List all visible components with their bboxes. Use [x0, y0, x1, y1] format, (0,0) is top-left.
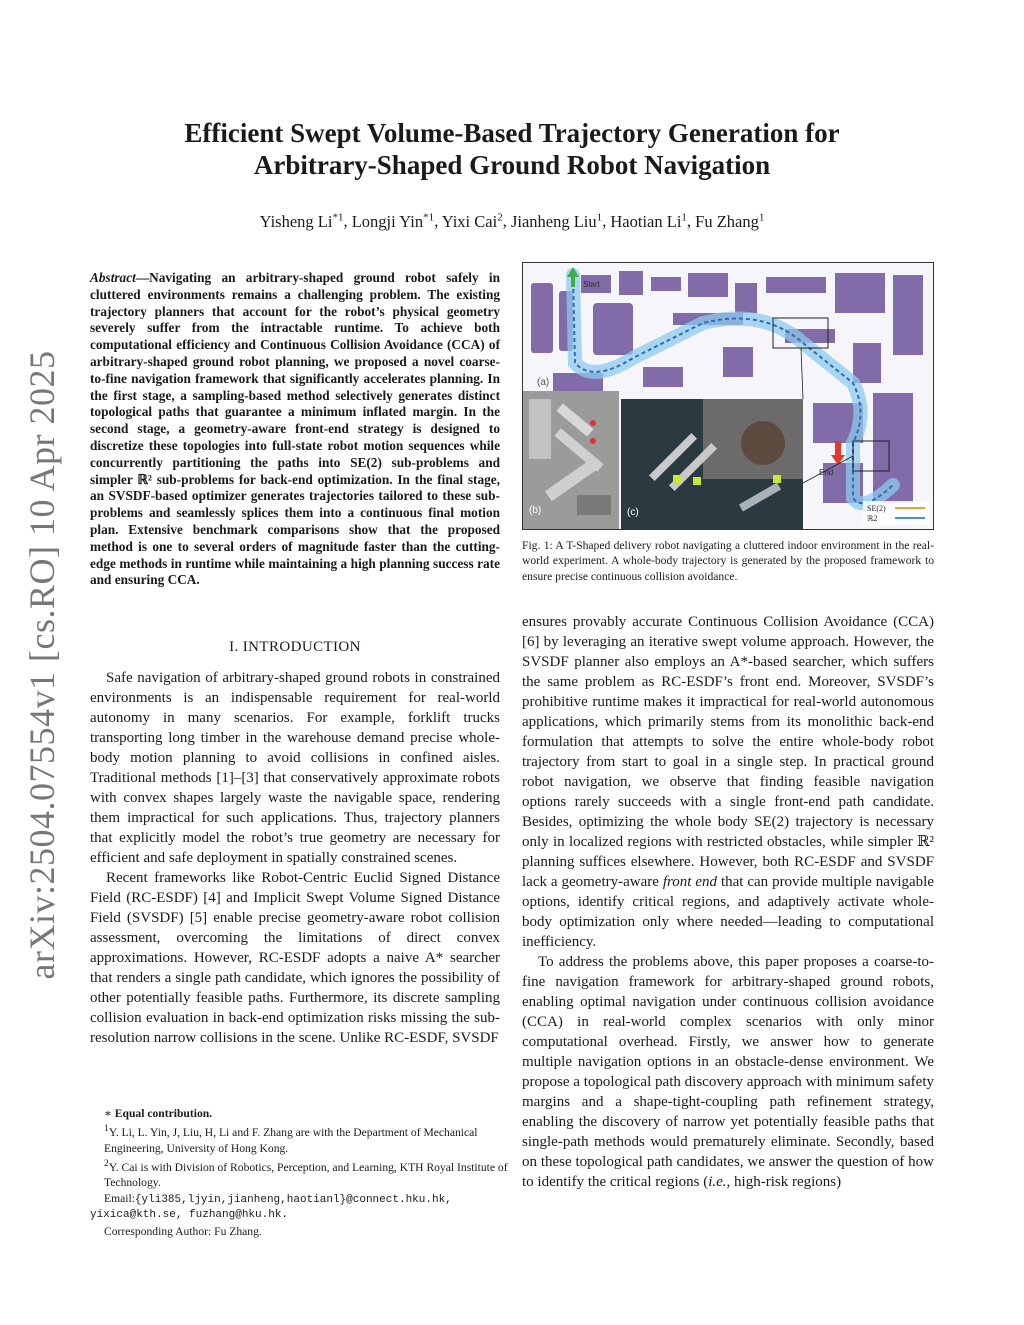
svg-text:End: End	[819, 468, 834, 477]
footnote-affiliation-1: $^1$Y. Li, L. Yin, J, Liu, H, Li and F. Zhang are with the Department of Mechanical Engineering, University of Hong Kong.	[104, 1123, 478, 1155]
paragraph: Recent frameworks like Robot-Centric Euclid Signed Distance Field (RC-ESDF) [4] and Implicit Swept Volume Signed Distance Field (SVSDF) [5] enable precise geometry-aware robot collision assessment, overcoming the limitations of direct convex approximations. However, RC-ESDF adopts a naive A* searcher that renders a single path candidate, which ignores the possibility of other potentially feasible paths. Furthermore, its discrete sampling collision evaluation in back-end optimization risks missing the sub-resolution narrow collisions in the scene. Unlike RC-ESDF, SVSDF	[90, 870, 500, 1046]
panel-label-b: (b)	[529, 505, 542, 516]
arxiv-identifier: arXiv:2504.07554v1 [cs.RO] 10 Apr 2025	[22, 350, 62, 980]
asterisk-symbol: ∗	[104, 1107, 112, 1120]
footnote-equal-contribution: ∗ Equal contribution.	[104, 1107, 213, 1120]
author: Haotian Li$^1$	[610, 211, 687, 231]
paragraph: To address the problems above, this paper proposes a coarse-to-fine navigation framework for arbitrary-shaped ground robots, enabling optimal navigation under continuous collision avoidance (CCA) in real-world complex scenarios with only minor computational overhead. Firstly, we answer how to generate multiple navigation options in an obstacle-dense environment. We propose a topological path discovery approach with minimum safety margins and a shape-tight-coupling path refinement strategy, enabling the discovery of narrow yet potentially feasible paths that single-path methods would prematurely eliminate. Secondly, based on these topological path candidates, we answer the question of how to identify the critical regions (i.e., high-risk regions)	[522, 954, 934, 1190]
abstract-label: Abstract	[90, 270, 136, 285]
inset-photo-b	[523, 391, 619, 529]
footnote-corresponding-author: Corresponding Author: Fu Zhang.	[104, 1224, 262, 1238]
abstract-text: Navigating an arbitrary-shaped ground robot safely in cluttered environments remains a challenging problem. The existing trajectory planners that account for the robot’s physical geometry severely suffer from the intractable runtime. To achieve both computational efficiency and Continuous Collision Avoidance (CCA) of arbitrary-shaped ground robot planning, we proposed a novel coarse-to-fine navigation framework that significantly accelerates planning. In the first stage, a sampling-based method selectively generates distinct topological paths that guarantee a minimum inflated margin. In the second stage, a geometry-aware front-end strategy is designed to discretize these topologies into full-state robot motion sequences while concurrently partitioning the paths into SE(2) sub-problems and simpler ℝ² sub-problems for back-end optimization. In the final stage, an SVSDF-based optimizer generates trajectories tailored to these sub-problems and seamlessly splices them into a continuous final motion plan. Extensive benchmark comparisons show that the proposed method is one to several orders of magnitude faster than the cutting-edge methods in runtime while maintaining a high planning success rate and ensuring CCA.	[90, 270, 500, 588]
legend-se2-label: SE(2)	[867, 504, 886, 513]
author: Fu Zhang$^1$	[695, 211, 765, 231]
author: Longji Yin$^{*1}$	[351, 211, 435, 231]
figure-1-caption: Fig. 1: A T-Shaped delivery robot navigating a cluttered indoor environment in the real-world experiment. A whole-body trajectory is generated by the proposed framework to ensure precise continuous collision avoidance.	[522, 539, 934, 583]
paragraph: ensures provably accurate Continuous Collision Avoidance (CCA) [6] by leveraging an iterative swept volume approach. However, the SVSDF planner also employs an A*-based searcher, which suffers the same problem as RC-ESDF’s front end. Moreover, SVSDF’s prohibitive runtime makes it impractical for real-world autonomous applications, which primarily stems from its monolithic back-end formulation that attempts to solve the entire whole-body robot trajectory from start to goal in a single step. In practical ground robot navigation, we observe that finding feasible navigation options rarely succeeds with a single front-end path candidate. Besides, optimizing the whole body SE(2) trajectory is necessary only in localized regions with restricted obstacles, while simpler ℝ² planning suffices elsewhere. However, both RC-ESDF and SVSDF lack a geometry-aware front end that can provide multiple navigable options, identify critical regions, and adaptively activate whole-body optimization only where needed—leading to computational inefficiency.	[522, 614, 935, 950]
inset-photo-c	[621, 399, 803, 529]
figure-illustration	[523, 263, 933, 529]
footnote-email: Email:{yli385,ljyin,jianheng,haotianl}@connect.hku.hk,	[104, 1191, 452, 1206]
introduction-right-column	[522, 612, 934, 1192]
paragraph: Safe navigation of arbitrary-shaped ground robots in constrained environments is an indispensable requirement for real-world autonomy in many scenarios. For example, forklift trucks transporting long timber in the warehouse demand precise whole-body motion planning to avoid collisions in confined aisles. Traditional methods [1]–[3] that conservatively approximate robots with convex shapes largely waste the navigable space, rendering them impractical for such applications. Thus, trajectory planners that explicitly model the robot’s true geometry are necessary for efficient and safe deployment in spatially constrained scenes.	[90, 670, 500, 866]
introduction-left-column	[90, 668, 500, 1048]
panel-label-c: (c)	[627, 507, 639, 518]
figure-legend	[863, 501, 929, 525]
legend-r2-label: ℝ2	[867, 514, 878, 523]
panel-label-a: (a)	[537, 377, 550, 388]
footnotes	[90, 1106, 520, 1239]
author: Yisheng Li$^{*1}$	[259, 211, 344, 231]
author: Yixi Cai$^2$	[441, 211, 503, 231]
section-heading: I. INTRODUCTION	[229, 639, 361, 655]
title-line-1: Efficient Swept Volume-Based Trajectory Generation for	[184, 118, 840, 148]
abstract: Abstract—Navigating an arbitrary-shaped ground robot safely in cluttered environments remains a challenging problem. The existing trajectory planners that account for the robot’s physical geometry severely suffer from the intractable runtime. To achieve both computational efficiency and Continuous Collision Avoidance (CCA) of arbitrary-shaped ground robot planning, we proposed a novel coarse-to-fine navigation framework that significantly accelerates planning. In the first stage, a sampling-based method selectively generates distinct topological paths that guarantee a minimum inflated margin. In the second stage, a geometry-aware front-end strategy is designed to discretize these topologies into full-state robot motion sequences while concurrently partitioning the paths into SE(2) sub-problems and simpler ℝ² sub-problems for back-end optimization. In the final stage, an SVSDF-based optimizer generates trajectories tailored to these sub-problems and seamlessly splices them into a continuous final motion plan. Extensive benchmark comparisons show that the proposed method is one to several orders of magnitude faster than the cutting-edge methods in runtime while maintaining a high planning success rate and ensuring CCA.	[90, 270, 500, 588]
email-addresses-continued: yixica@kth.se, fuzhang@hku.hk.	[90, 1209, 289, 1222]
footnote-affiliation-2: $^2$Y. Cai is with Division of Robotics, Perception, and Learning, KTH Royal Institute of Technology.	[104, 1158, 508, 1190]
title-line-2: Arbitrary-Shaped Ground Robot Navigation	[253, 150, 771, 180]
author-list: Yisheng Li$^{*1}$, Longji Yin$^{*1}$, Yixi Cai$^2$, Jianheng Liu$^1$, Haotian Li$^1$, Fu Zhang$^1$	[259, 211, 765, 231]
figure-1	[522, 262, 934, 530]
paper-title	[80, 117, 944, 181]
author: Jianheng Liu$^1$	[510, 211, 603, 231]
svg-text:Start: Start	[583, 280, 600, 289]
arxiv-side-stamp	[12, 350, 72, 980]
email-addresses: {yli385,ljyin,jianheng,haotianl}@connect.hku.hk,	[134, 1193, 452, 1206]
